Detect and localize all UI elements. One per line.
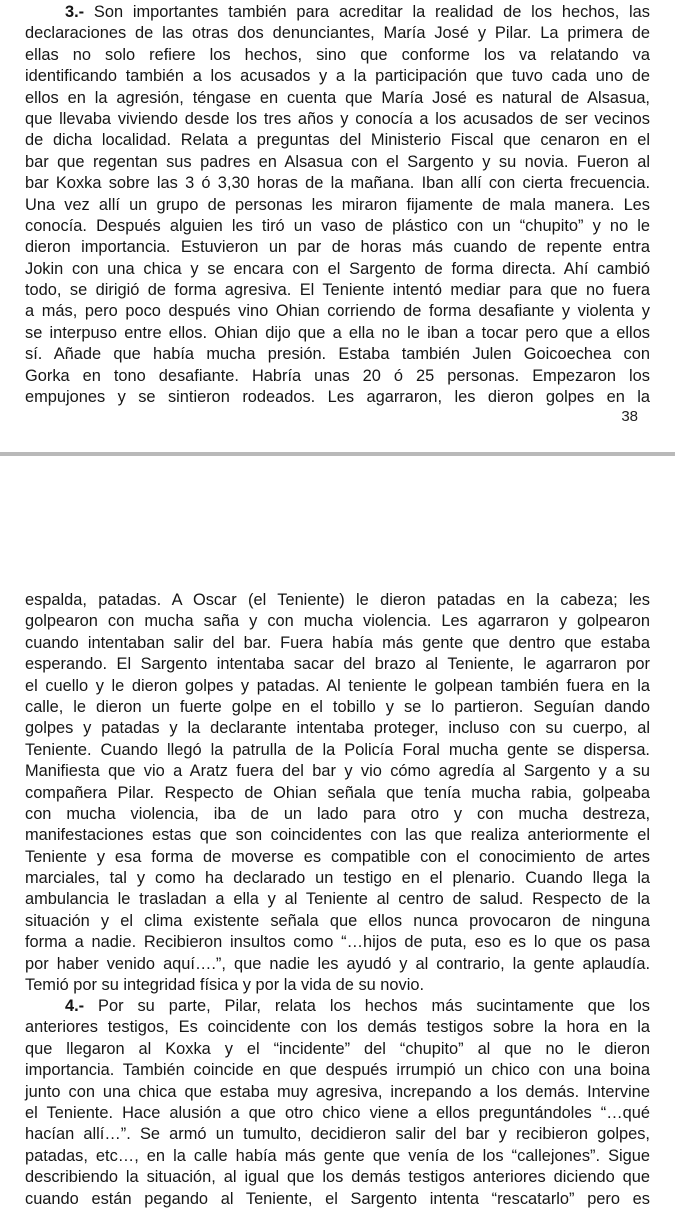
paragraph-line: golpes y patadas y la declarante intentaba proteger, incluso con su cuerpo, al <box>25 719 650 738</box>
paragraph-line: con mucha violencia, iba de un lado para otro y con mucha destreza, <box>25 804 650 823</box>
paragraph-line: calle, le dieron un fuerte golpe en el tobillo y se lo partieron. Seguían dando <box>25 697 650 716</box>
paragraph-line: de dicha localidad. Relata a preguntas del Ministerio Fiscal que cenaron en el <box>25 131 650 150</box>
paragraph-line: Una vez allí un grupo de personas les miraron fijamente de mala manera. Les <box>25 195 650 214</box>
paragraph-line: conocía. Después alguien les tiró un vaso de plástico con un “chupito” y no le <box>25 216 650 235</box>
paragraph-line: compañera Pilar. Respecto de Ohian señala que tenía mucha rabia, golpeaba <box>25 783 650 802</box>
paragraph-line: ellos en la agresión, téngase en cuenta que María José es natural de Alsasua, <box>25 88 650 107</box>
section-4-paragraph <box>25 996 650 1210</box>
paragraph-line: que llegaron al Koxka y el “incidente” del “chupito” al que no le dieron <box>25 1039 650 1058</box>
paragraph-line: Temió por su integridad física y por la vida de su novio. <box>25 976 425 995</box>
paragraph-line: 3.- Son importantes también para acreditar la realidad de los hechos, las <box>65 3 650 21</box>
paragraph-line: golpearon con mucha saña y con mucha violencia. Les agarraron y golpearon <box>25 612 650 631</box>
paragraph-line: sí. Añade que había mucha presión. Estaba también Julen Goicoechea con <box>25 345 650 364</box>
paragraph-line: espalda, patadas. A Oscar (el Teniente) le dieron patadas en la cabeza; les <box>25 591 650 609</box>
continued-paragraph <box>25 590 650 996</box>
paragraph-line: anteriores testigos, Es coincidente con los demás testigos sobre la hora en la <box>25 1018 650 1037</box>
paragraph-line: manifestaciones estas que son coincidentes con las que realiza anteriormente el <box>25 826 650 845</box>
paragraph-line: hacían allí…”. Se armó un tumulto, decidieron salir del bar y recibieron golpes, <box>25 1125 650 1144</box>
section-3-paragraph <box>25 2 650 408</box>
paragraph-line: ellas no solo refiere los hechos, sino que conforme los va relatando va <box>25 45 650 64</box>
paragraph-line: el cuello y le dieron golpes y patadas. Al teniente le golpean también fuera en la <box>25 676 650 695</box>
paragraph-line: empujones y se sintieron rodeados. Les agarraron, les dieron golpes en la <box>25 388 650 407</box>
paragraph-line: declaraciones de las otras dos denunciantes, María José y Pilar. La primera de <box>25 24 650 43</box>
paragraph-line: dieron importancia. Estuvieron un par de horas más cuando de repente entra <box>25 238 650 257</box>
section-number: 4.- <box>65 997 85 1015</box>
paragraph-line: bar Koxka sobre las 3 ó 3,30 horas de la mañana. Iban allí con cierta frecuencia. <box>25 174 650 193</box>
paragraph-line: importancia. También coincide en que después irrumpió un chico con una boina <box>25 1061 650 1080</box>
paragraph-line: a más, pero poco después vino Ohian corriendo de forma desafiante y violenta y <box>25 302 650 321</box>
paragraph-line: cuando están pegando al Teniente, el Sargento intenta “rescatarlo” pero es <box>25 1189 650 1208</box>
paragraph-line: Teniente y esa forma de moverse es compatible con el conocimiento de artes <box>25 847 650 866</box>
paragraph-line: el Teniente. Hace alusión a que otro chico viene a ellos preguntándoles “…qué <box>25 1103 650 1122</box>
paragraph-line: todo, se dirigió de forma agresiva. El Teniente intentó mediar para que no fuera <box>25 281 650 300</box>
paragraph-line: marciales, tal y como ha declarado un testigo en el plenario. Cuando llega la <box>25 869 650 888</box>
paragraph-line: bar que regentan sus padres en Alsasua con el Sargento y su novia. Fueron al <box>25 152 650 171</box>
paragraph-line: esperando. El Sargento intentaba sacar del brazo al Teniente, le agarraron por <box>25 655 650 674</box>
paragraph-line: identificando también a los acusados y a la participación que tuvo cada uno de <box>25 67 650 86</box>
paragraph-line: forma a nadie. Recibieron insultos como “…hijos de puta, eso es lo que os pasa <box>25 933 650 952</box>
paragraph-line: ambulancia le trasladan a ella y al Teniente al centro de salud. Respecto de la <box>25 890 650 909</box>
paragraph-line: patadas, etc…, en la calle había más gente que venía de los “callejones”. Sigue <box>25 1146 650 1165</box>
paragraph-line: Jokin con una chica y se encara con el Sargento de forma directa. Ahí cambió <box>25 259 650 278</box>
paragraph-line: por haber venido aquí….”, que nadie les ayudó y al contrario, la gente aplaudía. <box>25 954 650 973</box>
document-page-39 <box>0 456 675 1208</box>
paragraph-line: que llevaba viviendo desde los tres años y conocía a los acusados de ser vecinos <box>25 109 650 128</box>
document-page-38 <box>0 0 675 452</box>
paragraph-line: Gorka en tono desafiante. Habría unas 20 ó 25 personas. Empezaron los <box>25 366 650 385</box>
paragraph-line: cuando intentaban salir del bar. Fuera había más gente que dentro que estaba <box>25 633 650 652</box>
paragraph-line: se interpuso entre ellos. Ohian dijo que a ella no le iban a tocar pero que a ellos <box>25 323 650 342</box>
section-number: 3.- <box>65 3 85 21</box>
page-number: 38 <box>621 408 638 425</box>
paragraph-line: 4.- Por su parte, Pilar, relata los hechos más sucintamente que los <box>65 997 650 1015</box>
paragraph-line: describiendo la situación, al igual que los demás testigos anteriores diciendo que <box>25 1168 650 1187</box>
paragraph-line: situación y el clima existente señala que ellos nunca provocaron de ninguna <box>25 911 650 930</box>
paragraph-line: junto con una chica que estaba muy agresiva, increpando a los demás. Intervine <box>25 1082 650 1101</box>
paragraph-line: Manifiesta que vio a Aratz fuera del bar y vio cómo agredía al Sargento y a su <box>25 762 650 781</box>
paragraph-line: Teniente. Cuando llegó la patrulla de la Policía Foral mucha gente se dispersa. <box>25 740 650 759</box>
